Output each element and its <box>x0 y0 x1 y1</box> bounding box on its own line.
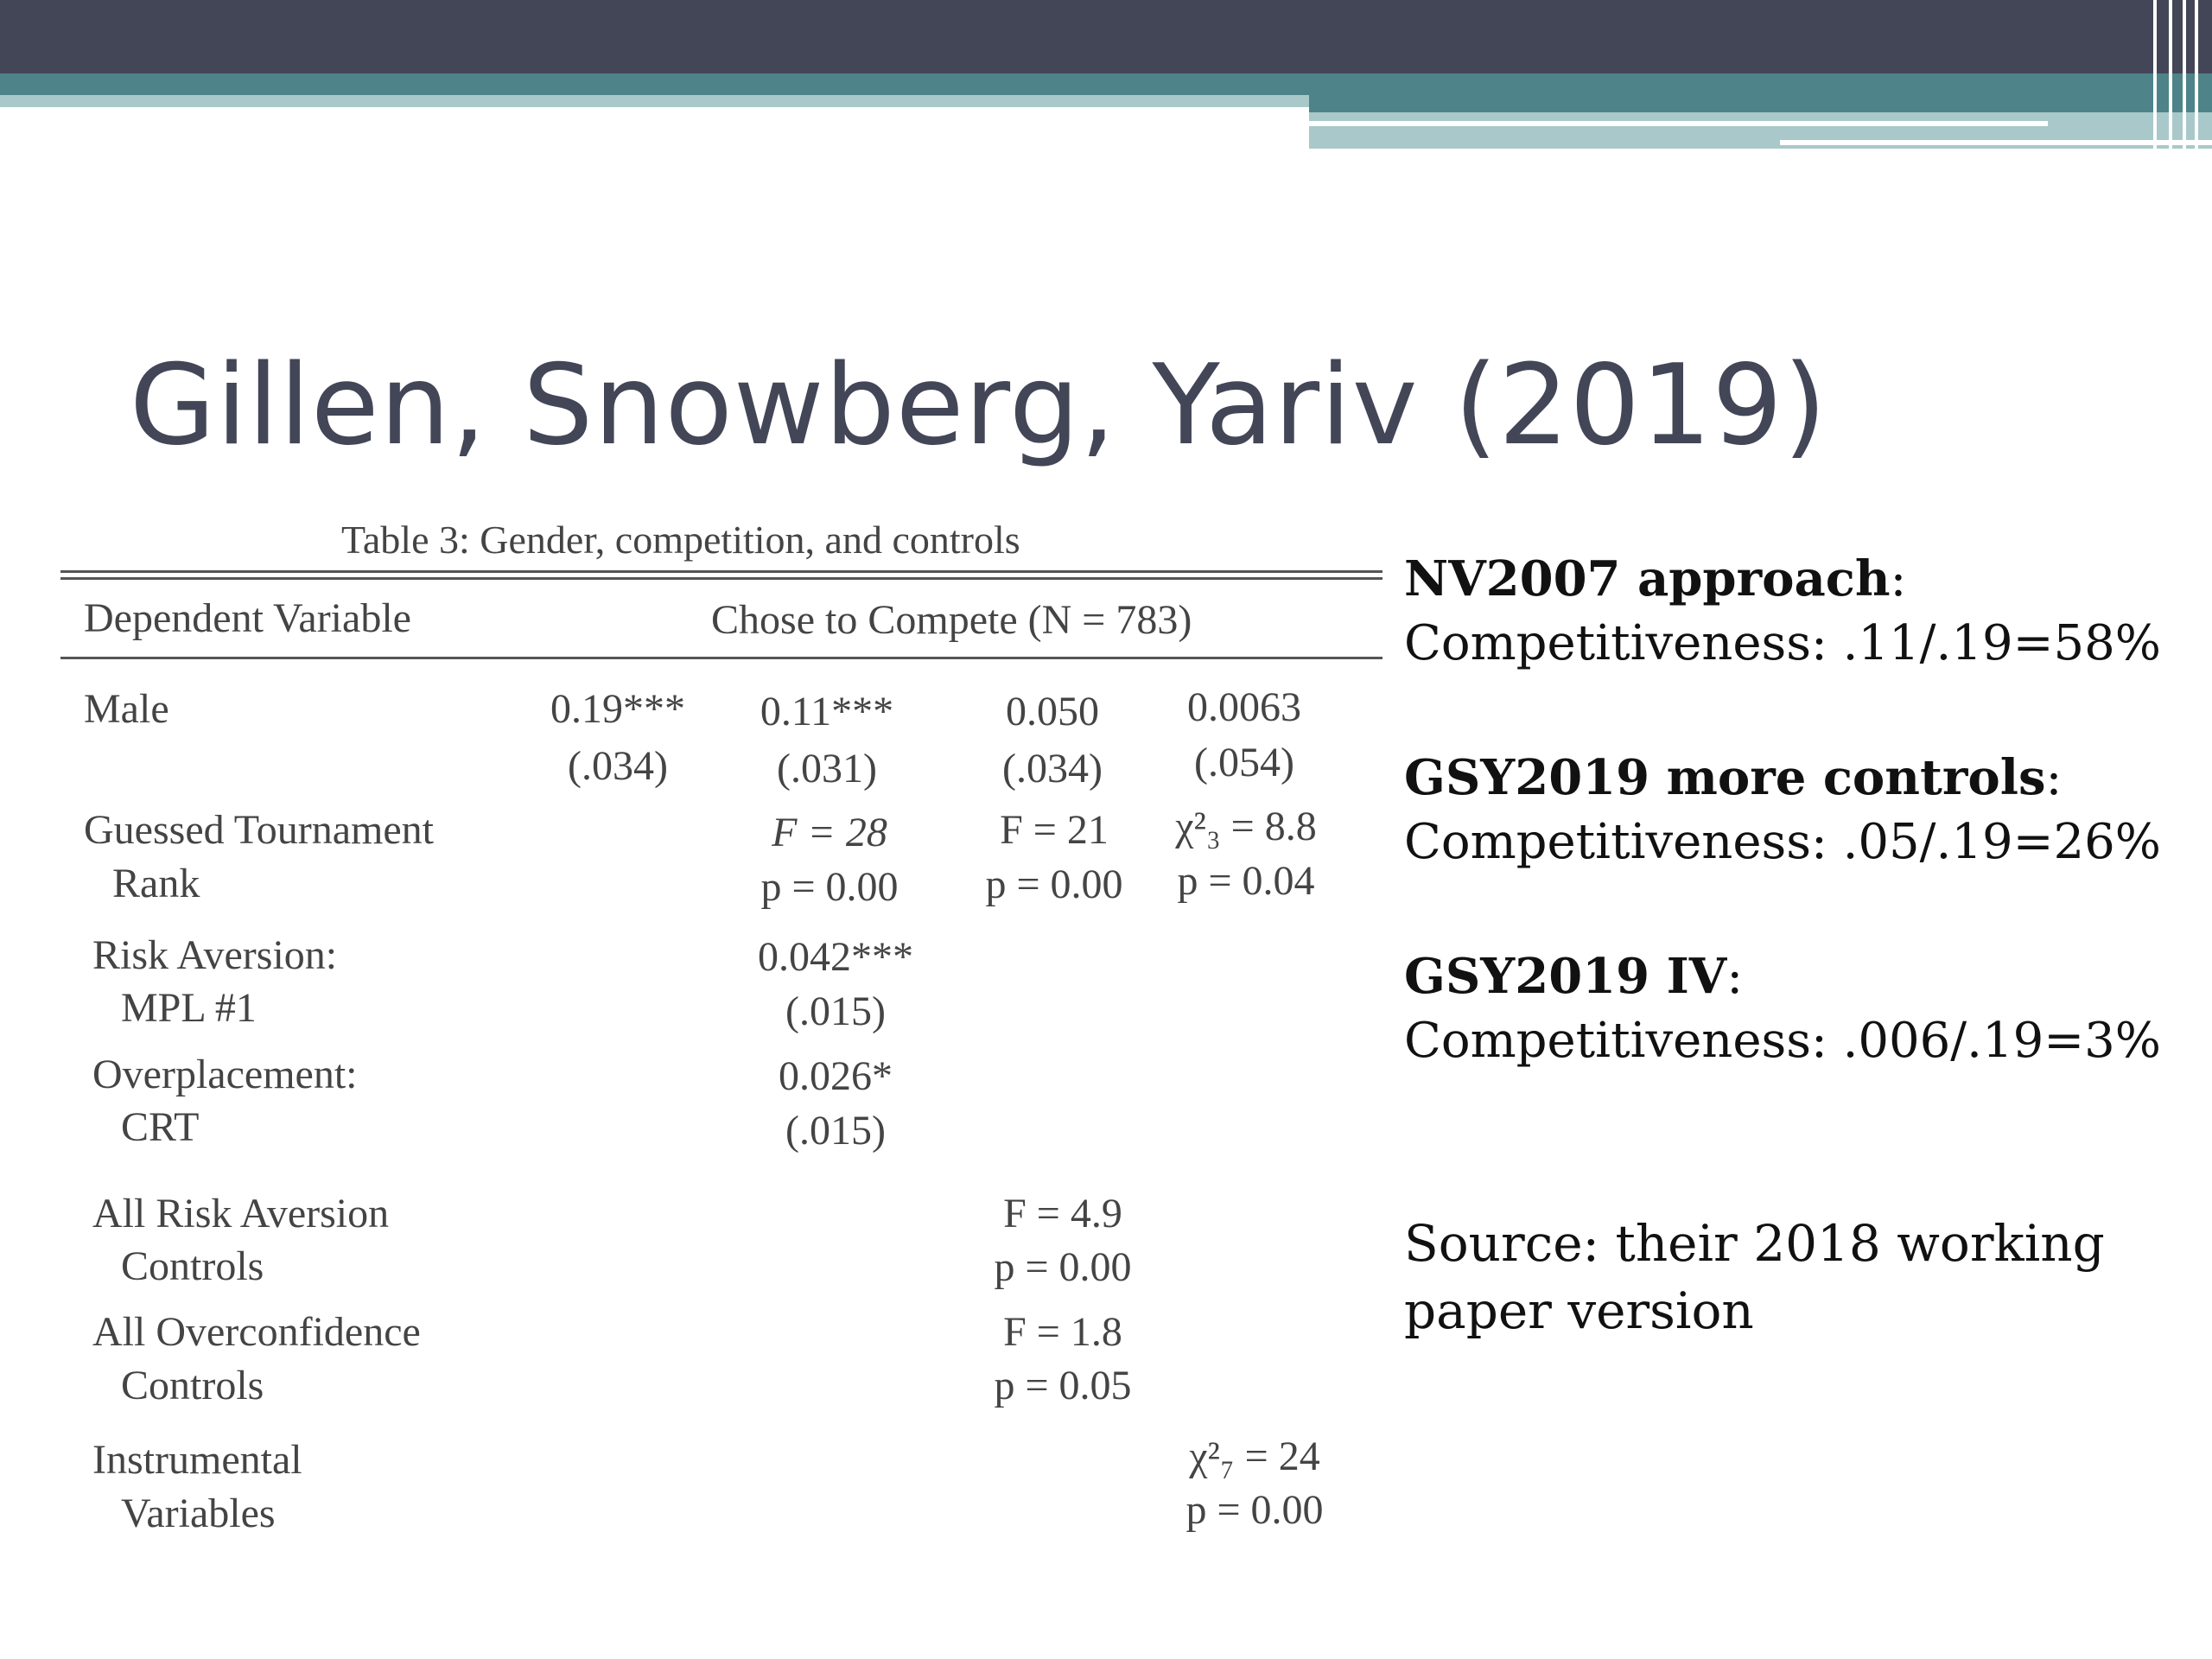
header-chose-to-compete: Chose to Compete (N = 783) <box>711 597 1192 643</box>
male-col3-coef: 0.050 <box>1006 689 1099 734</box>
risk-col2-coef: 0.042*** <box>758 934 913 980</box>
row-label-all-overconf-2: Controls <box>121 1363 264 1408</box>
slide-title: Gillen, Snowberg, Yariv (2019) <box>130 341 1827 470</box>
note-gsy-iv-colon: : <box>1726 949 1744 1005</box>
all-risk-col3-p: p = 0.00 <box>994 1244 1132 1290</box>
male-col1-se: (.034) <box>568 743 668 789</box>
row-label-risk-1: Risk Aversion: <box>92 932 338 978</box>
guessed-col2-p: p = 0.00 <box>760 864 899 910</box>
row-label-guessed-1: Guessed Tournament <box>84 807 434 853</box>
header-band-teal <box>0 73 1309 95</box>
table-top-rule <box>60 570 1382 573</box>
all-overconf-col3-p: p = 0.05 <box>994 1363 1132 1408</box>
header-band-light <box>0 95 1309 107</box>
male-col3-se: (.034) <box>1002 746 1103 791</box>
note-nv2007 <box>1404 550 2161 671</box>
table-caption: Table 3: Gender, competition, and controls <box>341 518 1020 562</box>
row-label-all-risk-1: All Risk Aversion <box>92 1191 390 1236</box>
male-col2-coef: 0.11*** <box>760 689 894 734</box>
note-gsy-controls-colon: : <box>2045 750 2063 806</box>
row-label-iv-2: Variables <box>121 1491 276 1536</box>
row-label-all-overconf-1: All Overconfidence <box>92 1309 421 1355</box>
iv-col4-stat: χ²₇ = 24 <box>1189 1433 1320 1479</box>
row-label-all-risk-2: Controls <box>121 1243 264 1289</box>
header-band-teal-right <box>1309 73 2212 112</box>
guessed-col3-p: p = 0.00 <box>985 861 1123 907</box>
male-col2-se: (.031) <box>777 746 877 791</box>
row-label-guessed-2: Rank <box>112 861 200 906</box>
note-nv2007-line: Competitiveness: .11/.19=58% <box>1404 615 2161 671</box>
row-label-overplacement-1: Overplacement: <box>92 1052 358 1097</box>
guessed-col3-stat: F = 21 <box>1000 807 1109 853</box>
row-label-iv-1: Instrumental <box>92 1437 302 1483</box>
table-header-rule <box>60 657 1382 659</box>
note-nv2007-heading: NV2007 approach <box>1404 550 1891 607</box>
note-gsy-iv-heading: GSY2019 IV <box>1404 948 1727 1005</box>
note-gsy-iv-line: Competitiveness: .006/.19=3% <box>1404 1013 2161 1069</box>
risk-col2-se: (.015) <box>785 988 886 1034</box>
all-risk-col3-stat: F = 4.9 <box>1003 1191 1122 1236</box>
note-nv2007-colon: : <box>1890 551 1907 607</box>
note-gsy-controls-line: Competitiveness: .05/.19=26% <box>1404 814 2161 870</box>
header-right-stripes <box>2143 0 2212 149</box>
iv-col4-p: p = 0.00 <box>1185 1487 1324 1533</box>
guessed-col4-stat: χ²₃ = 8.8 <box>1175 804 1317 849</box>
male-col1-coef: 0.19*** <box>550 686 685 732</box>
header-dependent-variable: Dependent Variable <box>84 595 411 641</box>
overplacement-col2-coef: 0.026* <box>779 1053 893 1099</box>
all-overconf-col3-stat: F = 1.8 <box>1003 1309 1122 1355</box>
row-label-risk-2: MPL #1 <box>121 985 257 1031</box>
note-gsy-iv <box>1404 948 2161 1069</box>
header-band-dark <box>0 0 2212 73</box>
table-top-rule-2 <box>60 577 1382 580</box>
overplacement-col2-se: (.015) <box>785 1108 886 1154</box>
header-white-line <box>1309 121 2048 126</box>
note-gsy-controls-heading: GSY2019 more controls <box>1404 749 2046 806</box>
note-gsy-controls <box>1404 749 2161 870</box>
male-col4-se: (.054) <box>1194 740 1294 785</box>
guessed-col4-p: p = 0.04 <box>1177 858 1315 904</box>
guessed-col2-stat: F = 28 <box>772 810 887 855</box>
note-source: Source: their 2018 working paper version <box>1404 1214 2105 1340</box>
row-label-male: Male <box>84 686 169 732</box>
row-label-overplacement-2: CRT <box>121 1104 200 1150</box>
male-col4-coef: 0.0063 <box>1187 684 1301 730</box>
